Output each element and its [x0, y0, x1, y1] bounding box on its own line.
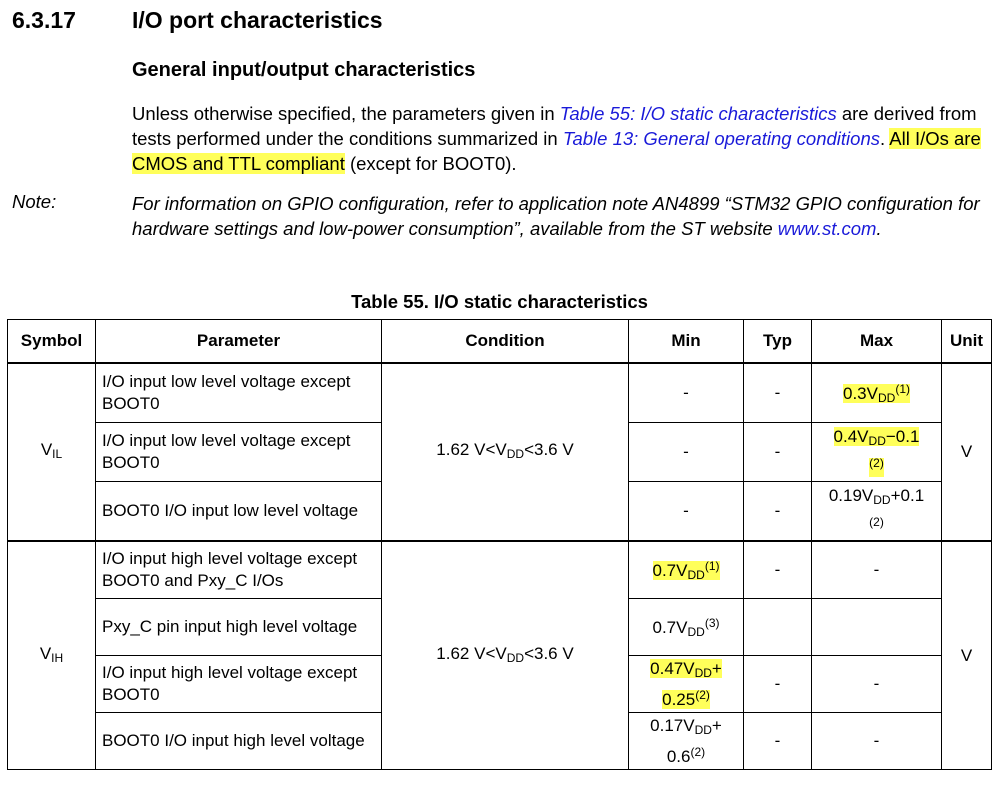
- min-cell: $0.17V_{DD}+$ $0.6^{(2)}$: [629, 713, 744, 770]
- note-end: .: [876, 218, 882, 239]
- table-caption: Table 55. I/O static characteristics: [351, 291, 648, 312]
- paragraph-text: Unless otherwise specified, the parameters given in: [132, 103, 560, 124]
- param-cell: I/O input low level voltage except BOOT0: [96, 423, 382, 482]
- header-symbol: Symbol: [8, 320, 96, 364]
- header-max: Max: [812, 320, 942, 364]
- min-cell: $0.7V_{DD}^{(1)}$: [629, 541, 744, 599]
- header-min: Min: [629, 320, 744, 364]
- subheading: General input/output characteristics: [132, 59, 476, 81]
- unit-vil: V: [942, 363, 992, 541]
- param-cell: I/O input high level voltage except BOOT0 and Pxy_C I/Os: [96, 541, 382, 599]
- header-condition: Condition: [382, 320, 629, 364]
- typ-cell: -: [744, 541, 812, 599]
- param-cell: Pxy_C pin input high level voltage: [96, 599, 382, 656]
- min-cell: -: [629, 363, 744, 423]
- typ-cell: -: [744, 363, 812, 423]
- header-typ: Typ: [744, 320, 812, 364]
- st-website-link[interactable]: www.st.com: [777, 218, 877, 239]
- typ-cell: -: [744, 713, 812, 770]
- header-parameter: Parameter: [96, 320, 382, 364]
- paragraph-text: (except for BOOT0).: [344, 153, 517, 174]
- typ-cell: -: [744, 423, 812, 482]
- max-cell: -: [812, 541, 942, 599]
- min-cell: -: [629, 482, 744, 542]
- max-cell: $0.19V_{DD}+0.1$ $^{(2)}$: [812, 482, 942, 542]
- table55-link[interactable]: Table 55: I/O static characteristics: [559, 103, 837, 124]
- note-body: For information on GPIO configuration, refer to application note AN4899 “STM32 GPIO configuration for hardware settings and low-power consumption”, available from the ST website: [132, 193, 980, 239]
- section-title: I/O port characteristics: [132, 7, 383, 33]
- min-cell: $0.7V_{DD}^{(3)}$: [629, 599, 744, 656]
- max-cell: $0.4V_{DD}-0.1$ $^{(2)}$: [812, 423, 942, 482]
- note-label: Note:: [12, 191, 57, 212]
- note-text: [132, 191, 992, 241]
- highlighted-text: All I/Os are CMOS and TTL compliant: [132, 128, 981, 174]
- min-cell: -: [629, 423, 744, 482]
- table13-link[interactable]: Table 13: General operating conditions: [562, 128, 880, 149]
- max-cell: -: [812, 713, 942, 770]
- io-static-characteristics-table: [7, 319, 992, 770]
- typ-cell: -: [744, 482, 812, 542]
- symbol-vih: $V_{IH}$: [8, 541, 96, 770]
- condition-vil: 1.62 $V<V_{DD}<3.6$ V: [382, 363, 629, 541]
- paragraph-text: .: [879, 128, 890, 149]
- symbol-vil: $V_{IL}$: [8, 363, 96, 541]
- param-cell: I/O input high level voltage except BOOT0: [96, 656, 382, 713]
- intro-paragraph: [132, 101, 992, 176]
- typ-cell: -: [744, 656, 812, 713]
- section-number: 6.3.17: [12, 7, 76, 33]
- typ-cell: [744, 599, 812, 656]
- param-cell: BOOT0 I/O input high level voltage: [96, 713, 382, 770]
- min-cell: $0.47V_{DD}+$ $0.25^{(2)}$: [629, 656, 744, 713]
- unit-vih: V: [942, 541, 992, 770]
- table-row: [8, 363, 992, 423]
- header-unit: Unit: [942, 320, 992, 364]
- max-cell: $0.3V_{DD}^{(1)}$: [812, 363, 942, 423]
- max-cell: -: [812, 656, 942, 713]
- param-cell: I/O input low level voltage except BOOT0: [96, 363, 382, 423]
- paragraph-text: are derived from tests performed under the conditions summarized in: [132, 103, 977, 149]
- table-row: [8, 541, 992, 599]
- max-cell: [812, 599, 942, 656]
- condition-vih: 1.62 $V<V_{DD}<3.6$ V: [382, 541, 629, 770]
- param-cell: BOOT0 I/O input low level voltage: [96, 482, 382, 542]
- table-header-row: [8, 320, 992, 364]
